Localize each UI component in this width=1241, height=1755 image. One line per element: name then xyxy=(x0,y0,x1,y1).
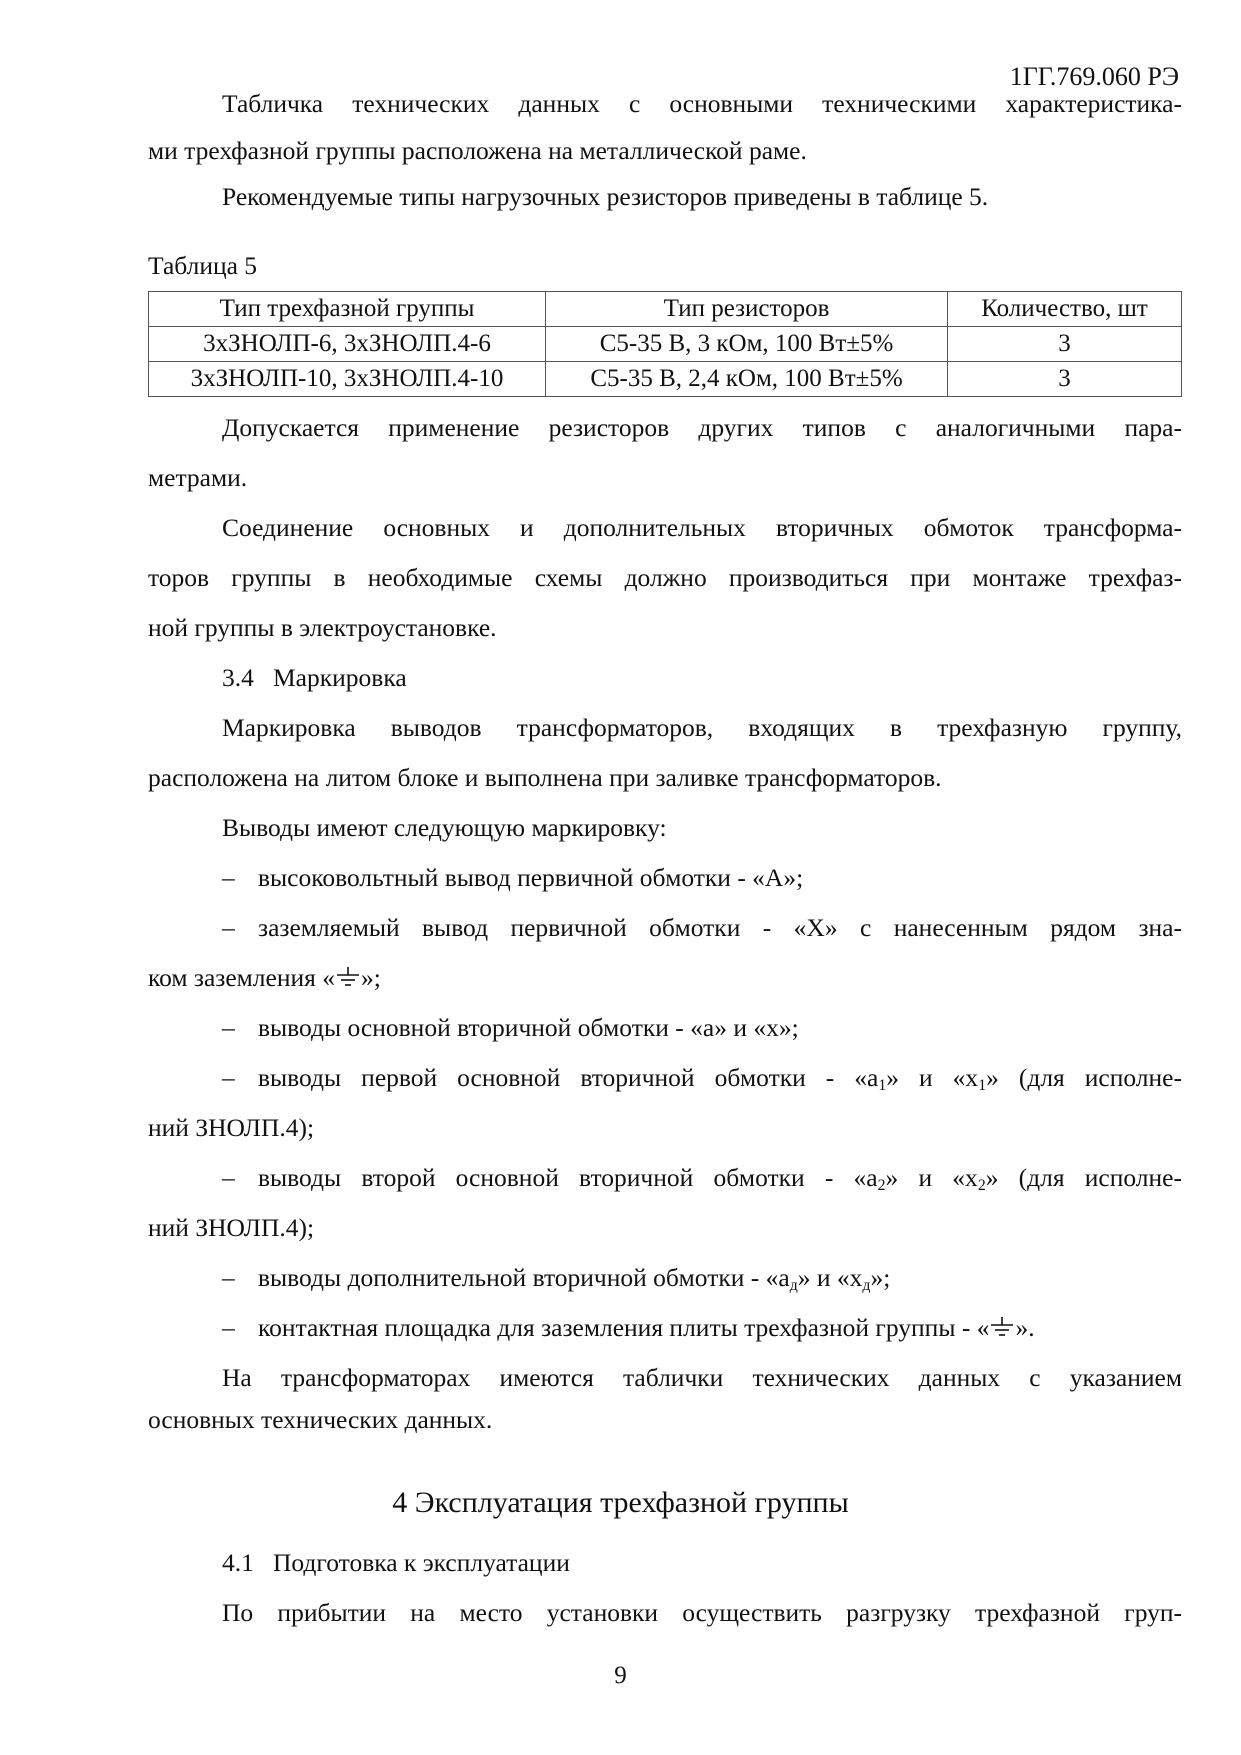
list-item xyxy=(258,1063,1182,1093)
subscript: д xyxy=(862,1277,871,1294)
list-item: выводы основной вторичной обмотки - «а» и «х»; xyxy=(258,1013,799,1042)
section-4-heading: 4 Эксплуатация трехфазной группы xyxy=(392,1486,849,1519)
table-cell: 3хЗНОЛП-6, 3хЗНОЛП.4-6 xyxy=(149,327,546,362)
list-item-text: ». xyxy=(1015,1313,1035,1342)
list-item-dash: – xyxy=(222,1163,235,1192)
list-item-text: выводы второй основной вторичной обмотки - «а xyxy=(258,1163,878,1192)
list-item xyxy=(258,1263,890,1293)
after-table-paragraph-1-line-2: метрами. xyxy=(148,463,248,492)
subscript: 2 xyxy=(977,1177,986,1194)
section-4-paragraph-1: По прибытии на место установки осуществить разгрузку трехфазной груп- xyxy=(222,1598,1182,1627)
table-caption: Таблица 5 xyxy=(148,251,258,280)
document-number: 1ГГ.769.060 РЭ xyxy=(1009,62,1179,91)
list-item xyxy=(258,1163,1182,1193)
list-item-dash: – xyxy=(222,1263,235,1292)
list-item-text: » и «х xyxy=(885,1163,978,1192)
table-cell: С5-35 В, 3 кОм, 100 Вт±5% xyxy=(546,327,948,362)
list-item-dash: – xyxy=(222,1063,235,1092)
list-item-text: выводы дополнительной вторичной обмотки - «а xyxy=(258,1263,790,1292)
table-header-row xyxy=(149,292,1182,327)
subscript: 1 xyxy=(978,1077,987,1094)
list-item-text: » (для исполне- xyxy=(986,1063,1182,1092)
section-3-4-heading: 3.4 Маркировка xyxy=(222,663,407,692)
table-row xyxy=(149,362,1182,397)
list-item xyxy=(258,1313,1035,1343)
list-item-continuation: ний ЗНОЛП.4); xyxy=(148,1113,315,1142)
list-item-text: »; xyxy=(360,963,381,992)
list-item-text: » (для исполне- xyxy=(985,1163,1182,1192)
intro-paragraph-1-line-2: ми трехфазной группы расположена на металлической раме. xyxy=(148,136,807,165)
marking-paragraph-2: Выводы имеют следующую маркировку: xyxy=(222,813,667,842)
table-cell: 3хЗНОЛП-10, 3хЗНОЛП.4-10 xyxy=(149,362,546,397)
table-cell: С5-35 В, 2,4 кОм, 100 Вт±5% xyxy=(546,362,948,397)
list-item-dash: – xyxy=(222,913,235,942)
list-item-continuation: ний ЗНОЛП.4); xyxy=(148,1213,315,1242)
intro-paragraph-1-line-1: Табличка технических данных с основными техническими характеристика- xyxy=(222,89,1182,118)
section-4-1-heading: 4.1 Подготовка к эксплуатации xyxy=(222,1548,570,1577)
marking-paragraph-3-line-2: основных технических данных. xyxy=(148,1405,493,1434)
list-item: высоковольтный вывод первичной обмотки - «А»; xyxy=(258,863,804,892)
list-item-text: » и «х xyxy=(797,1263,863,1292)
resistor-table xyxy=(148,291,1182,397)
table-header-cell: Тип трехфазной группы xyxy=(149,292,546,327)
intro-paragraph-2: Рекомендуемые типы нагрузочных резисторов приведены в таблице 5. xyxy=(222,182,989,211)
list-item-dash: – xyxy=(222,1013,235,1042)
table-cell: 3 xyxy=(948,362,1182,397)
list-item-text: контактная площадка для заземления плиты трехфазной группы - « xyxy=(258,1313,990,1342)
ground-symbol-icon xyxy=(335,966,361,988)
after-table-paragraph-1-line-1: Допускается применение резисторов других типов с аналогичными пара- xyxy=(222,413,1182,442)
table-header-cell: Тип резисторов xyxy=(546,292,948,327)
ground-symbol-icon xyxy=(989,1316,1015,1338)
table-row xyxy=(149,327,1182,362)
after-table-paragraph-2-line-1: Соединение основных и дополнительных вторичных обмоток трансформа- xyxy=(222,513,1182,542)
after-table-paragraph-2-line-2: торов группы в необходимые схемы должно производиться при монтаже трехфаз- xyxy=(148,563,1182,592)
list-item-text: »; xyxy=(870,1263,891,1292)
list-item-text: выводы первой основной вторичной обмотки - «а xyxy=(258,1063,879,1092)
list-item-dash: – xyxy=(222,1313,235,1342)
subscript: 2 xyxy=(877,1177,886,1194)
table-header-cell: Количество, шт xyxy=(948,292,1182,327)
list-item-dash: – xyxy=(222,863,235,892)
table-cell: 3 xyxy=(948,327,1182,362)
marking-paragraph-1-line-1: Маркировка выводов трансформаторов, входящих в трехфазную группу, xyxy=(222,713,1182,742)
marking-paragraph-1-line-2: расположена на литом блоке и выполнена при заливке трансформаторов. xyxy=(148,763,942,792)
after-table-paragraph-2-line-3: ной группы в электроустановке. xyxy=(148,613,497,642)
list-item-continuation xyxy=(148,963,381,993)
list-item-text: ком заземления « xyxy=(148,963,335,992)
page-number: 9 xyxy=(614,1662,627,1689)
list-item: заземляемый вывод первичной обмотки - «Х» с нанесенным рядом зна- xyxy=(258,913,1182,942)
subscript: д xyxy=(789,1277,798,1294)
marking-paragraph-3-line-1: На трансформаторах имеются таблички технических данных с указанием xyxy=(222,1363,1182,1392)
subscript: 1 xyxy=(878,1077,887,1094)
list-item-text: » и «х xyxy=(886,1063,979,1092)
